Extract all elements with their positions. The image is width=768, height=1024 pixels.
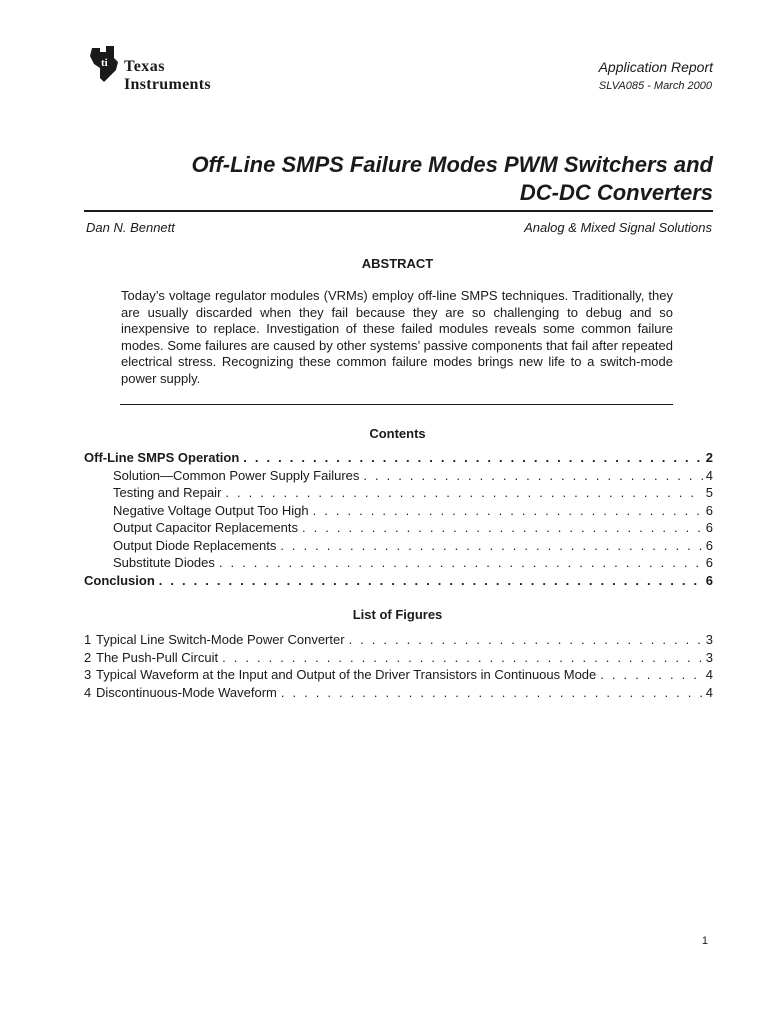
toc-entry-label: Discontinuous-Mode Waveform [96, 684, 277, 700]
abstract-heading: ABSTRACT [361, 256, 434, 271]
dot-leader [349, 632, 703, 647]
figures-heading: List of Figures [352, 607, 443, 622]
dot-leader [222, 650, 703, 665]
toc-entry-page: 6 [705, 537, 713, 553]
list-of-figures [84, 632, 713, 702]
toc-entry[interactable] [84, 632, 713, 650]
document-title [113, 151, 713, 207]
toc-entry-label: Output Diode Replacements [113, 537, 277, 553]
toc-entry-page: 2 [705, 450, 713, 465]
toc-entry-page: 4 [705, 467, 713, 483]
toc-entry[interactable] [84, 685, 713, 703]
toc-entry[interactable] [84, 520, 713, 538]
toc-entry-label: Substitute Diodes [113, 555, 215, 570]
dot-leader [159, 573, 703, 588]
author: Dan N. Bennett [86, 220, 175, 235]
ti-bug-icon [86, 44, 120, 84]
report-id: SLVA085 - March 2000 [598, 80, 712, 92]
toc-entry-page: 6 [705, 520, 713, 535]
dot-leader [600, 667, 703, 682]
toc-entry-label: Off-Line SMPS Operation [84, 450, 240, 465]
figure-number: 1 [84, 632, 92, 647]
logo-text-texas: Texas [124, 58, 166, 75]
toc-entry-label: The Push-Pull Circuit [96, 649, 219, 665]
svg-text:ti: ti [101, 57, 108, 69]
figure-number: 3 [84, 667, 92, 682]
report-type: Application Report [598, 59, 713, 75]
dot-leader [280, 538, 702, 553]
page-number: 1 [701, 935, 708, 947]
toc-entry-page: 6 [705, 572, 713, 588]
toc-entry[interactable] [84, 667, 713, 685]
dot-leader [302, 520, 703, 535]
toc-entry-label: Typical Line Switch-Mode Power Converter [96, 632, 345, 647]
figure-number: 4 [84, 684, 92, 700]
toc-entry[interactable] [84, 538, 713, 556]
dot-leader [219, 555, 703, 570]
title-line-2: DC-DC Converters [519, 180, 713, 205]
toc-entry[interactable] [84, 555, 713, 573]
toc-entry[interactable] [84, 450, 713, 468]
logo-text-instruments: Instruments [124, 76, 211, 93]
toc-entry-page: 4 [705, 684, 713, 700]
toc-entry-label: Typical Waveform at the Input and Output of the Driver Transistors in Continuous Mode [96, 667, 597, 682]
toc-entry[interactable] [84, 573, 713, 591]
contents-heading: Contents [369, 426, 426, 441]
toc-entry-page: 4 [705, 667, 713, 682]
toc-entry-page: 6 [705, 555, 713, 570]
toc-entry-page: 3 [705, 649, 713, 665]
table-of-contents [84, 450, 713, 590]
toc-entry-page: 6 [705, 502, 713, 518]
toc-entry[interactable] [84, 503, 713, 521]
title-line-1: Off-Line SMPS Failure Modes PWM Switchers and [191, 152, 713, 177]
toc-entry-label: Testing and Repair [113, 485, 222, 500]
dot-leader [313, 503, 703, 518]
dot-leader [281, 685, 703, 700]
toc-entry-label: Conclusion [84, 572, 155, 588]
abstract-text: Today’s voltage regulator modules (VRMs) employ off-line SMPS techniques. Traditionally, they are usually discarded when they fail because they are so challenging to debug and so inexpensive to replace. Investigation of these failed modules reveals some common failure modes. Some failures are caused by other systems’ passive components that fail after repeated electrical stress. Recognizing these common failure modes brings new life to a switch-mode power supply. [121, 288, 673, 386]
dot-leader [225, 485, 702, 500]
department: Analog & Mixed Signal Solutions [524, 220, 712, 235]
toc-entry-label: Solution—Common Power Supply Failures [113, 467, 360, 483]
title-divider [84, 210, 713, 212]
toc-entry[interactable] [84, 650, 713, 668]
ti-logo [86, 44, 236, 96]
dot-leader [243, 450, 702, 465]
toc-entry-page: 5 [705, 485, 713, 500]
figure-number: 2 [84, 649, 92, 665]
abstract-divider [120, 404, 673, 405]
toc-entry-page: 3 [705, 632, 713, 647]
toc-entry[interactable] [84, 468, 713, 486]
toc-entry[interactable] [84, 485, 713, 503]
toc-entry-label: Negative Voltage Output Too High [113, 502, 309, 518]
toc-entry-label: Output Capacitor Replacements [113, 520, 298, 535]
dot-leader [363, 468, 702, 483]
